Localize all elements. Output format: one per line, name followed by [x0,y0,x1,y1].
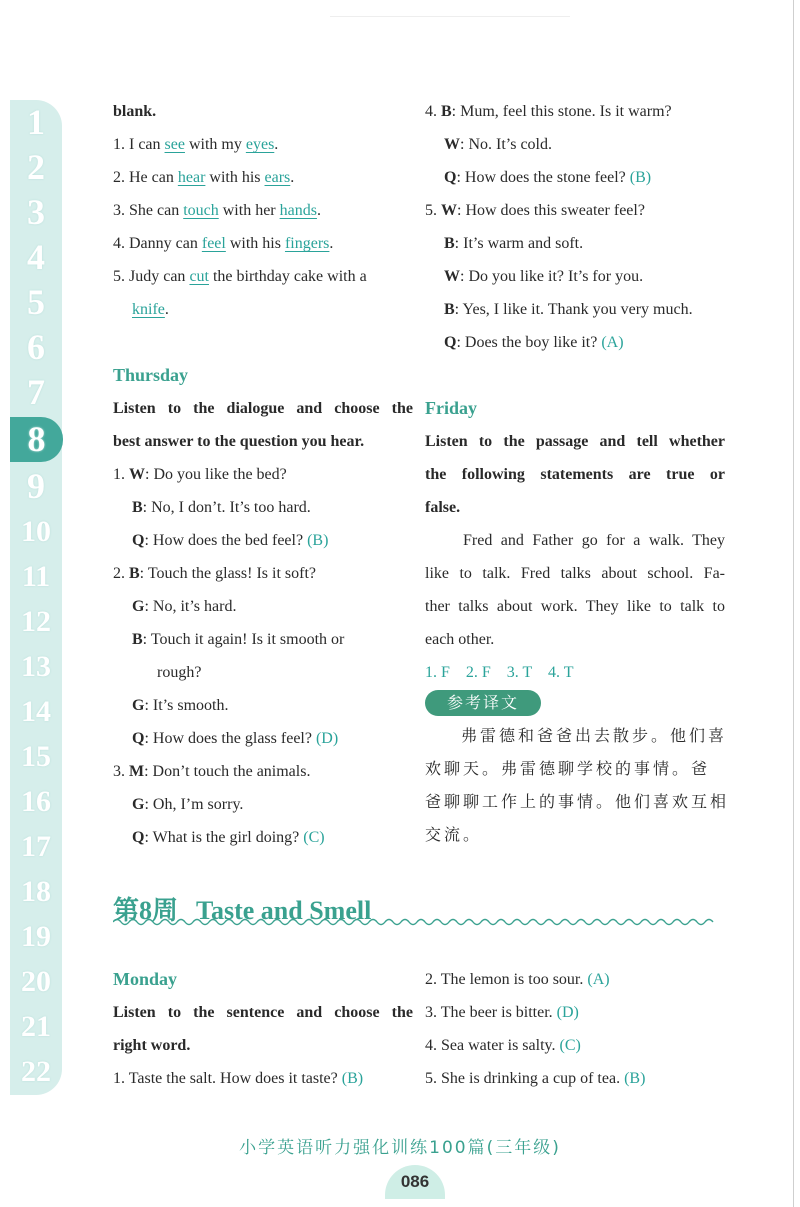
monday-item: 4. Sea water is salty. (C) [425,1037,581,1054]
tab-week-21[interactable]: 21 [21,1010,51,1043]
week-topic: Taste and Smell [196,896,372,925]
tab-week-6[interactable]: 6 [27,327,45,367]
dialogue-line: W: No. It’s cold. [444,136,552,153]
answer-badge: (B) [341,1070,364,1087]
passage-line: like to talk. Fred talks about school. Fa- [425,565,725,582]
monday-right [425,963,725,1095]
friday-instruction-2: the following statements are true or [425,466,725,483]
tab-week-12[interactable]: 12 [21,605,51,638]
tab-week-13[interactable]: 13 [21,650,51,683]
dialogue-line: Q: Does the boy like it? (A) [444,334,624,351]
dialogue-line: Q: How does the glass feel? (D) [132,730,339,747]
fill-item-3: 3. She can touch with her hands. [113,202,321,219]
answer-badge: (B) [624,1070,646,1087]
top-faint-line [330,16,570,17]
thursday-instruction-2: best answer to the question you hear. [113,433,365,450]
dialogue-line: B: No, I don’t. It’s too hard. [132,499,311,516]
left-column [113,95,413,854]
friday-instruction-3: false. [425,499,461,516]
wavy-divider [113,915,718,929]
tab-week-19[interactable]: 19 [21,920,51,953]
dialogue-line: 3. M: Don’t touch the animals. [113,763,311,780]
tab-week-4[interactable]: 4 [27,237,45,277]
dialogue-line: 2. B: Touch the glass! Is it soft? [113,565,317,582]
monday-item: 5. She is drinking a cup of tea. (B) [425,1070,646,1087]
book-title: 小学英语听力强化训练100篇(三年级) [239,1138,561,1158]
thursday-heading: Thursday [113,365,189,385]
answer-badge: (D) [556,1004,579,1021]
dialogue-line-cont: rough? [157,664,202,681]
friday-answers: 1. F 2. F 3. T 4. T [425,664,574,681]
dialogue-line: W: Do you like it? It’s for you. [444,268,644,285]
monday-instruction-2: right word. [113,1037,191,1054]
dialogue-line: 1. W: Do you like the bed? [113,466,287,483]
blank-instruction-tail: blank. [113,103,157,120]
friday-heading: Friday [425,398,477,418]
week-label: 第8周 [113,896,179,925]
tab-week-2[interactable]: 2 [27,147,45,187]
dialogue-line: B: Yes, I like it. Thank you very much. [444,301,693,318]
tab-week-10[interactable]: 10 [21,515,51,548]
monday-item: 3. The beer is bitter. (D) [425,1004,579,1021]
fill-item-2: 2. He can hear with his ears. [113,169,295,186]
reference-translation-badge: 参考译文 [425,690,541,716]
monday-item-1: 1. Taste the salt. How does it taste? (B) [113,1070,364,1087]
dialogue-line: B: Touch it again! Is it smooth or [132,631,345,648]
friday-instruction-1: Listen to the passage and tell whether [425,433,725,450]
tab-week-22[interactable]: 22 [21,1055,51,1088]
translation-line: 弗雷德和爸爸出去散步。他们喜 [461,726,728,745]
translation-line: 交流。 [425,825,483,844]
dialogue-line: B: It’s warm and soft. [444,235,584,252]
tab-week-18[interactable]: 18 [21,875,51,908]
dialogue-line: G: Oh, I’m sorry. [132,796,244,813]
passage-line: ther talks about work. They like to talk to [425,598,725,615]
tab-week-14[interactable]: 14 [21,695,51,728]
dialogue-line: 5. W: How does this sweater feel? [425,202,645,219]
thursday-instruction-1: Listen to the dialogue and choose the [113,400,413,417]
tab-week-8[interactable]: 8 [10,417,63,462]
tab-week-1[interactable]: 1 [27,102,45,142]
monday-heading: Monday [113,969,178,989]
answer-badge: (A) [601,334,624,351]
tab-week-11[interactable]: 11 [21,560,51,593]
answer-badge: (C) [559,1037,581,1054]
answer-badge: (D) [315,730,339,747]
tab-week-20[interactable]: 20 [21,965,51,998]
tab-week-7[interactable]: 7 [27,372,45,412]
dialogue-line: 4. B: Mum, feel this stone. Is it warm? [425,103,672,120]
dialogue-line: Q: How does the stone feel? (B) [444,169,652,186]
dialogue-line: G: No, it’s hard. [132,598,237,615]
tab-week-17[interactable]: 17 [21,830,51,863]
dialogue-line: Q: What is the girl doing? (C) [132,829,325,846]
answer-badge: (A) [587,971,610,988]
tab-week-9[interactable]: 9 [27,466,45,506]
monday-instruction-1: Listen to the sentence and choose the [113,1004,413,1021]
tab-week-15[interactable]: 15 [21,740,51,773]
passage-line: Fred and Father go for a walk. They [463,532,725,549]
translation-line: 爸聊聊工作上的事情。他们喜欢互相 [425,792,730,811]
answer-badge: (B) [629,169,652,186]
dialogue-line: G: It’s smooth. [132,697,229,714]
dialogue-line: Q: How does the bed feel? (B) [132,532,329,549]
page-edge-rule [793,0,794,1207]
page-number: 086 [385,1165,445,1199]
tab-week-5[interactable]: 5 [27,282,45,322]
passage-line: each other. [425,631,495,648]
tab-week-3[interactable]: 3 [27,192,45,232]
monday-item: 2. The lemon is too sour. (A) [425,971,610,988]
tab-week-16[interactable]: 16 [21,785,51,818]
week-tab-strip [10,100,62,1095]
fill-item-5: 5. Judy can cut the birthday cake with a [113,268,367,285]
fill-item-5-cont: knife. [132,301,169,318]
translation-line: 欢聊天。弗雷德聊学校的事情。爸 [425,759,711,778]
fill-item-1: 1. I can see with my eyes. [113,136,279,153]
answer-badge: (B) [307,532,329,549]
answer-badge: (C) [303,829,325,846]
monday-left [113,963,413,1095]
fill-item-4: 4. Danny can feel with his fingers. [113,235,334,252]
right-column [425,95,730,851]
